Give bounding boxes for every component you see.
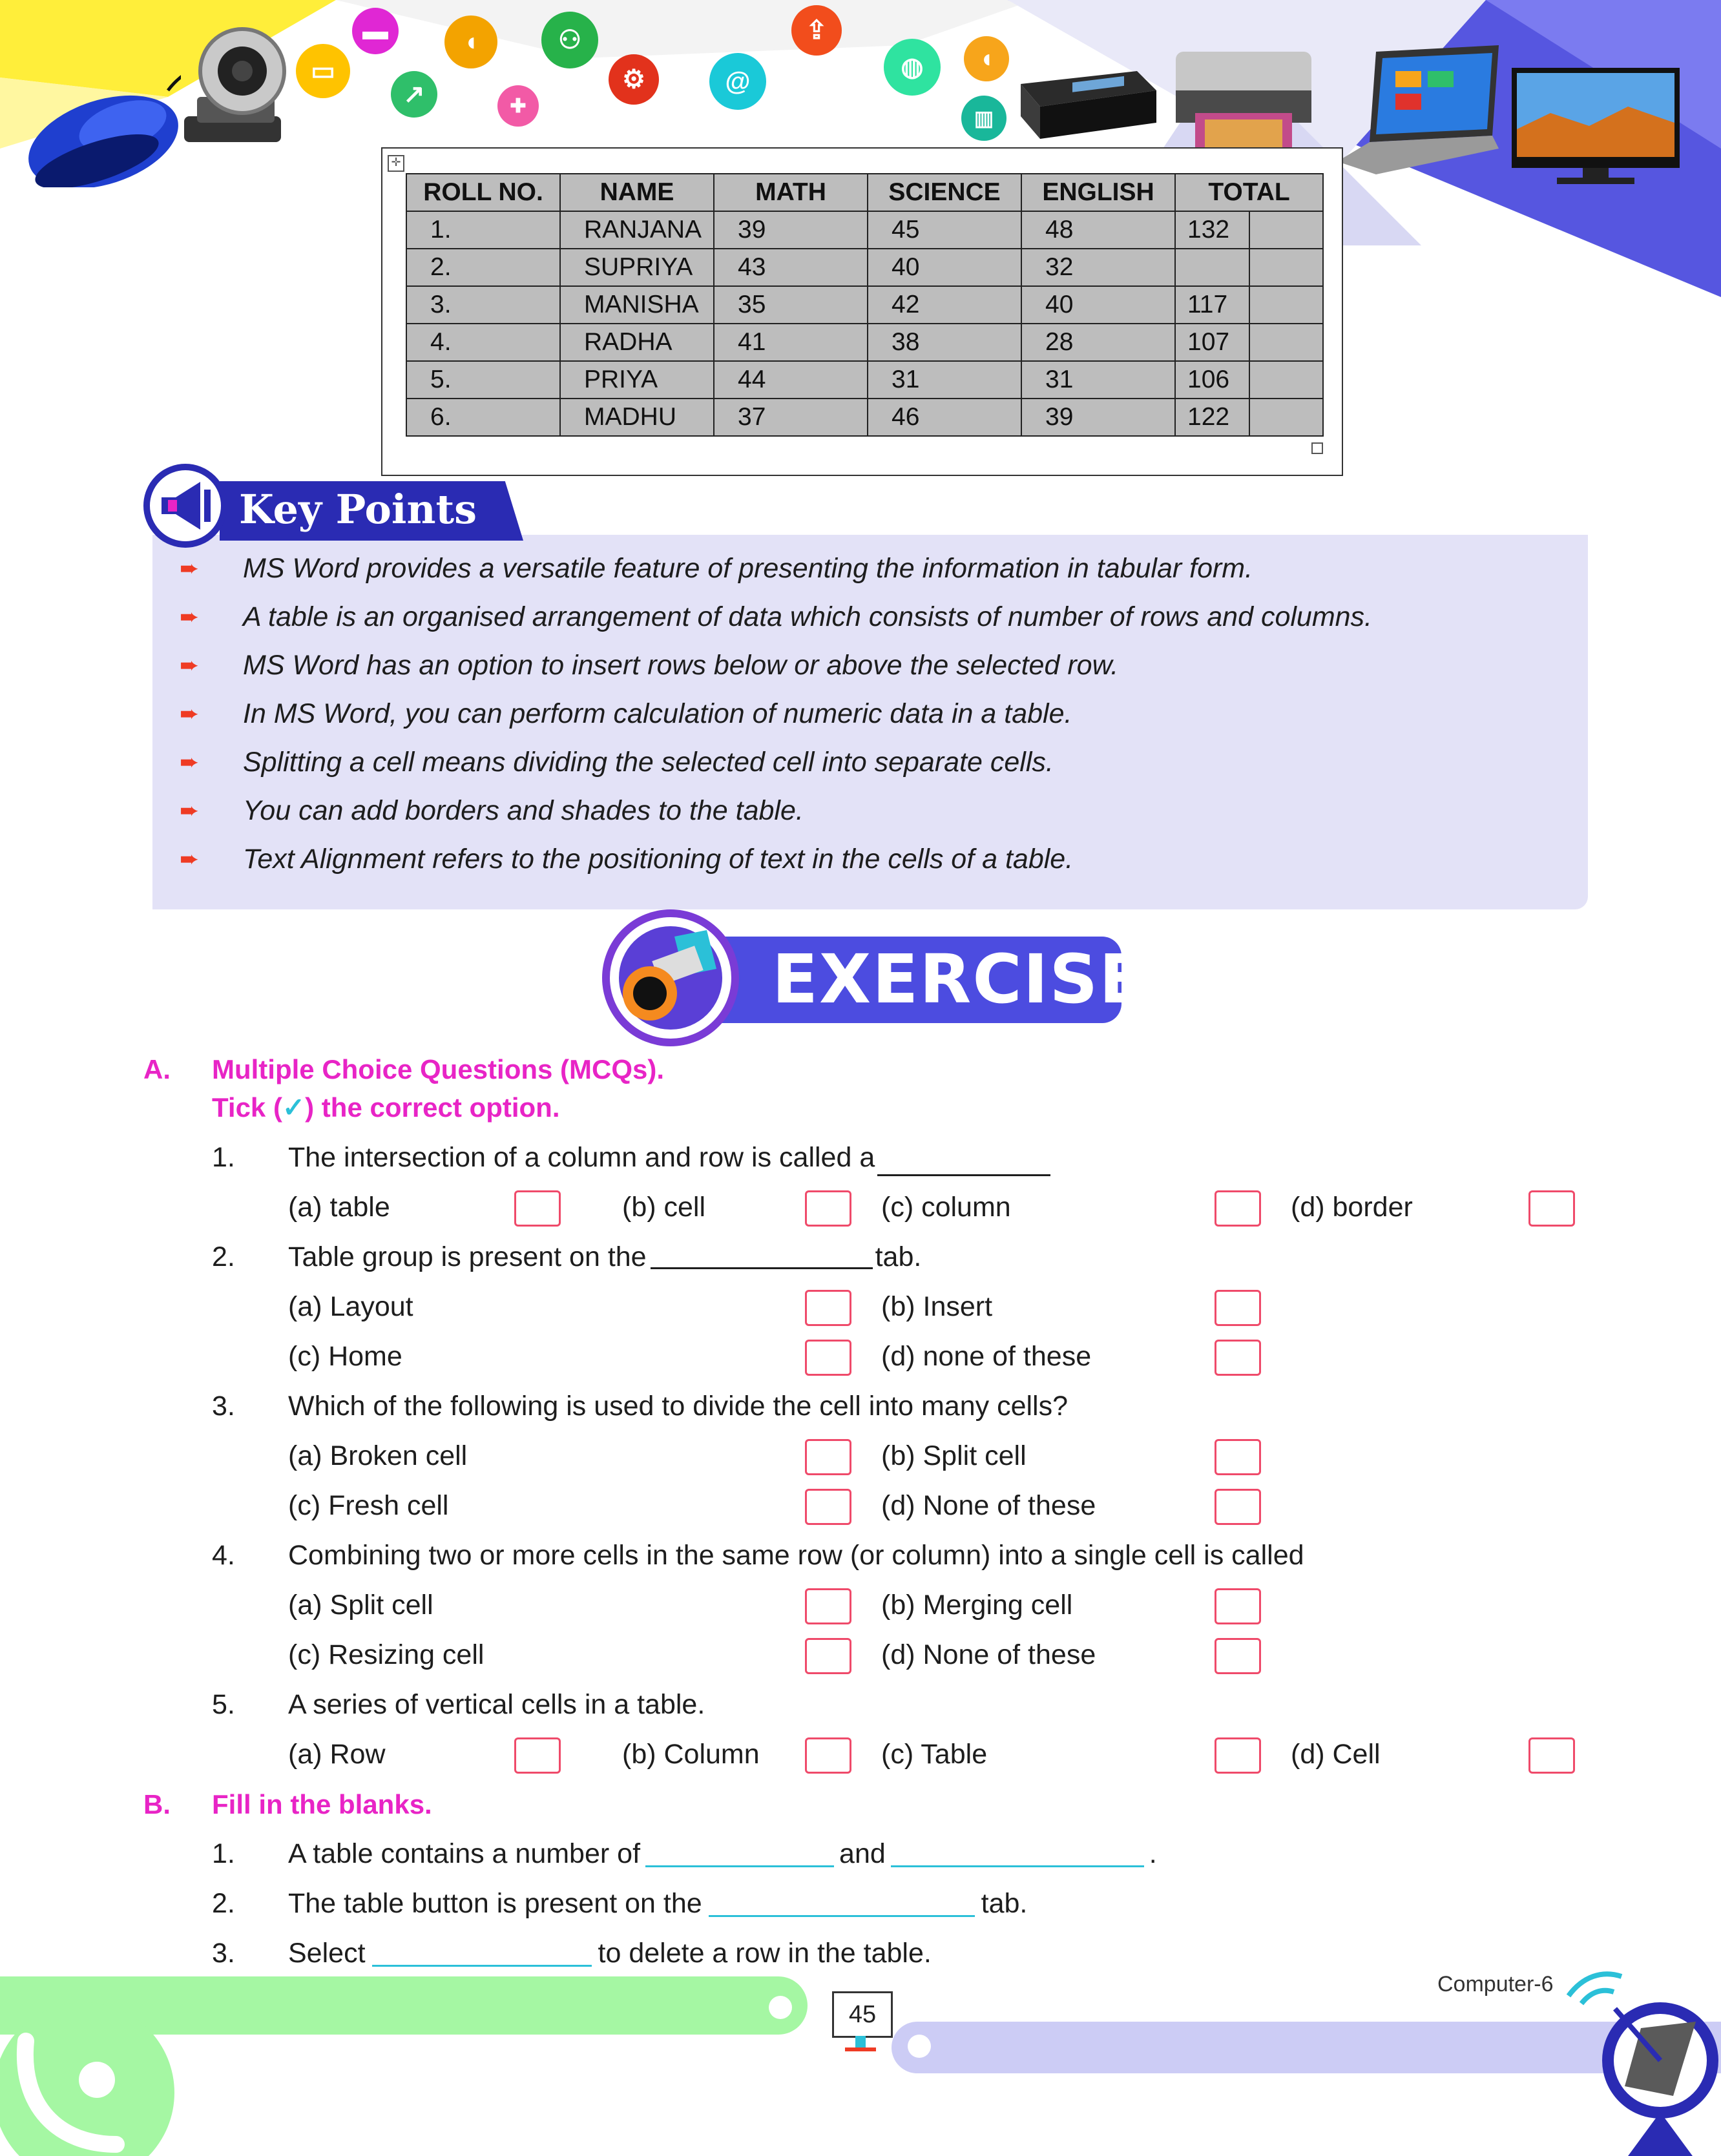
option-checkbox[interactable] xyxy=(805,1190,851,1227)
answer-blank[interactable] xyxy=(877,1148,1050,1176)
option-label: (c) Home xyxy=(288,1341,402,1372)
table-cell[interactable]: 40 xyxy=(868,249,1021,286)
header-total[interactable]: TOTAL xyxy=(1175,174,1323,211)
question-number: 1. xyxy=(212,1838,235,1869)
option-label: (b) Column xyxy=(622,1739,760,1770)
key-point-item: ➨ You can add borders and shades to the table. xyxy=(180,794,804,826)
option-checkbox[interactable] xyxy=(1215,1737,1261,1774)
option-label: (d) border xyxy=(1291,1192,1413,1223)
option-checkbox[interactable] xyxy=(1215,1588,1261,1624)
option-checkbox[interactable] xyxy=(1215,1439,1261,1475)
tick-icon: ✓ xyxy=(282,1092,306,1123)
fill-blank-input[interactable] xyxy=(372,1939,592,1967)
table-header-row xyxy=(406,174,1323,211)
option-label: (b) Split cell xyxy=(881,1440,1027,1471)
option-label: (b) Insert xyxy=(881,1291,993,1322)
footer-dot xyxy=(769,1996,792,2019)
key-point-item: ➨ In MS Word, you can perform calculation of numeric data in a table. xyxy=(180,698,1072,729)
question-number: 4. xyxy=(212,1540,235,1571)
option-checkbox[interactable] xyxy=(1528,1190,1575,1227)
at-sign-icon: @ xyxy=(709,53,766,110)
table-cell[interactable]: 43 xyxy=(714,249,868,286)
table-cell[interactable]: 107 xyxy=(1175,324,1249,361)
table-cell[interactable]: 122 xyxy=(1175,399,1249,436)
option-checkbox[interactable] xyxy=(805,1340,851,1376)
question-number: 1. xyxy=(212,1142,235,1173)
mouse-orange-icon: ◖ xyxy=(964,36,1009,81)
option-label: (d) Cell xyxy=(1291,1739,1381,1770)
table-cell[interactable]: 45 xyxy=(868,211,1021,249)
table-row xyxy=(406,324,1323,361)
table-cell[interactable]: 132 xyxy=(1175,211,1249,249)
option-label: (a) Row xyxy=(288,1739,386,1770)
section-a-title: Multiple Choice Questions (MCQs). xyxy=(212,1054,665,1084)
table-cell[interactable]: 37 xyxy=(714,399,868,436)
section-a-instruction: Tick (✓) the correct option. xyxy=(212,1092,560,1123)
table-cell-empty[interactable] xyxy=(1249,399,1323,436)
option-label: (a) Broken cell xyxy=(288,1440,468,1471)
option-checkbox[interactable] xyxy=(1215,1340,1261,1376)
exercise-title: EXERCISE xyxy=(772,940,1147,1019)
table-cell-empty[interactable] xyxy=(1249,324,1323,361)
key-point-item: ➨ A table is an organised arrangement of data which consists of number of rows and columns. xyxy=(180,601,1373,632)
network-users-icon: ⚇ xyxy=(541,12,598,68)
page-number: 45 xyxy=(832,1991,893,2038)
option-checkbox[interactable] xyxy=(805,1638,851,1674)
table-cell[interactable]: 41 xyxy=(714,324,868,361)
option-checkbox[interactable] xyxy=(1215,1190,1261,1227)
option-checkbox[interactable] xyxy=(805,1489,851,1525)
table-cell[interactable]: 31 xyxy=(1021,361,1175,399)
desktop-monitor-icon xyxy=(1512,68,1686,191)
megaphone-icon xyxy=(143,464,227,548)
gears-icon: ⚙ xyxy=(609,54,659,105)
question-text: The intersection of a column and row is called a xyxy=(288,1142,875,1173)
phone-signal-icon xyxy=(0,1964,194,2156)
table-cell[interactable]: MANISHA xyxy=(560,286,714,324)
option-checkbox[interactable] xyxy=(1215,1290,1261,1326)
table-row xyxy=(406,361,1323,399)
arrow-right-icon: ➨ xyxy=(180,797,200,824)
mouse-small-icon: ◖ xyxy=(444,16,497,68)
arrow-right-icon: ➨ xyxy=(180,749,200,775)
table-row xyxy=(406,286,1323,324)
option-label: (c) column xyxy=(881,1192,1011,1223)
option-checkbox[interactable] xyxy=(514,1737,561,1774)
table-cell[interactable]: 39 xyxy=(1021,399,1175,436)
question-number: 2. xyxy=(212,1888,235,1919)
arrow-right-icon: ➨ xyxy=(180,652,200,678)
question-number: 3. xyxy=(212,1391,235,1422)
option-checkbox[interactable] xyxy=(805,1737,851,1774)
table-cell-empty[interactable] xyxy=(1249,286,1323,324)
arrow-right-icon: ➨ xyxy=(180,555,200,581)
table-cell[interactable]: 42 xyxy=(868,286,1021,324)
page-number-base xyxy=(845,2047,876,2051)
key-point-item: ➨ Text Alignment refers to the positioning of text in the cells of a table. xyxy=(180,843,1074,875)
webcam-icon xyxy=(171,26,294,155)
bar-chart-icon: ▥ xyxy=(961,96,1007,141)
mouse-icon xyxy=(19,52,181,187)
key-point-item: ➨ MS Word provides a versatile feature of presenting the information in tabular form. xyxy=(180,552,1253,584)
question-number: 3. xyxy=(212,1938,235,1969)
header-english[interactable]: ENGLISH xyxy=(1021,174,1175,211)
table-cell[interactable]: 44 xyxy=(714,361,868,399)
option-label: (a) Split cell xyxy=(288,1590,433,1621)
footer-dot xyxy=(908,2035,931,2058)
fill-blank-input[interactable] xyxy=(645,1840,834,1867)
table-cell[interactable]: 1. xyxy=(406,211,560,249)
question-text: A series of vertical cells in a table. xyxy=(288,1689,705,1720)
option-checkbox[interactable] xyxy=(805,1588,851,1624)
section-b-letter: B. xyxy=(143,1789,171,1819)
table-move-handle-icon[interactable]: ✛ xyxy=(388,155,404,172)
table-cell[interactable]: 106 xyxy=(1175,361,1249,399)
table-cell[interactable]: 39 xyxy=(714,211,868,249)
table-cell[interactable]: 35 xyxy=(714,286,868,324)
question-text: Which of the following is used to divide the cell into many cells? xyxy=(288,1391,1069,1422)
key-point-item: ➨ MS Word has an option to insert rows below or above the selected row. xyxy=(180,649,1119,681)
folder-icon: ▬ xyxy=(352,8,399,54)
book-label: Computer-6 xyxy=(1437,1972,1554,1996)
table-cell[interactable]: MADHU xyxy=(560,399,714,436)
option-label: (d) None of these xyxy=(881,1490,1096,1521)
table-cell[interactable]: 38 xyxy=(868,324,1021,361)
table-cell[interactable]: SUPRIYA xyxy=(560,249,714,286)
table-cell[interactable]: RADHA xyxy=(560,324,714,361)
table-cell[interactable]: 4. xyxy=(406,324,560,361)
table-cell-empty[interactable] xyxy=(1249,211,1323,249)
table-cell-empty[interactable] xyxy=(1249,249,1323,286)
upload-icon: ⇪ xyxy=(791,5,842,56)
option-checkbox[interactable] xyxy=(1215,1489,1261,1525)
table-cell[interactable]: 32 xyxy=(1021,249,1175,286)
gamepad-icon: ✚ xyxy=(497,85,539,127)
option-checkbox[interactable] xyxy=(805,1290,851,1326)
option-label: (d) None of these xyxy=(881,1639,1096,1670)
option-label: (c) Resizing cell xyxy=(288,1639,485,1670)
question-text: Combining two or more cells in the same row (or column) into a single cell is called xyxy=(288,1540,1304,1571)
option-checkbox[interactable] xyxy=(1528,1737,1575,1774)
option-label: (c) Table xyxy=(881,1739,988,1770)
section-b-title: Fill in the blanks. xyxy=(212,1789,432,1819)
answer-blank[interactable] xyxy=(651,1241,873,1269)
fill-question-text: Select to delete a row in the table. xyxy=(288,1938,932,1969)
table-cell[interactable]: 2. xyxy=(406,249,560,286)
table-resize-handle-icon[interactable] xyxy=(1311,442,1323,454)
person-at-laptop-icon xyxy=(602,909,739,1046)
option-checkbox[interactable] xyxy=(805,1439,851,1475)
marks-table xyxy=(406,173,1324,437)
table-cell[interactable] xyxy=(1175,249,1249,286)
option-checkbox[interactable] xyxy=(514,1190,561,1227)
header-name[interactable]: NAME xyxy=(560,174,714,211)
laptop-icon xyxy=(1337,45,1505,187)
table-cell[interactable]: 46 xyxy=(868,399,1021,436)
header-science[interactable]: SCIENCE xyxy=(868,174,1021,211)
table-cell[interactable]: 40 xyxy=(1021,286,1175,324)
table-cell[interactable]: PRIYA xyxy=(560,361,714,399)
arrow-right-icon: ➨ xyxy=(180,700,200,727)
table-row xyxy=(406,249,1323,286)
chart-icon: ↗ xyxy=(391,71,437,118)
table-cell-empty[interactable] xyxy=(1249,361,1323,399)
table-cell[interactable]: 6. xyxy=(406,399,560,436)
option-checkbox[interactable] xyxy=(1215,1638,1261,1674)
table-cell[interactable]: RANJANA xyxy=(560,211,714,249)
table-cell[interactable]: 117 xyxy=(1175,286,1249,324)
key-points-title: Key Points xyxy=(239,486,477,533)
arrow-right-icon: ➨ xyxy=(180,845,200,872)
table-row xyxy=(406,399,1323,436)
question-number: 5. xyxy=(212,1689,235,1720)
table-cell[interactable]: 28 xyxy=(1021,324,1175,361)
page-number-stand xyxy=(855,2036,866,2049)
fill-question-text: The table button is present on the tab. xyxy=(288,1888,1028,1919)
section-a-letter: A. xyxy=(143,1054,171,1084)
monitor-icon: ▭ xyxy=(296,44,350,98)
key-point-item: ➨ Splitting a cell means dividing the selected cell into separate cells. xyxy=(180,746,1054,778)
fill-blank-input[interactable] xyxy=(891,1840,1144,1867)
question-number: 2. xyxy=(212,1241,235,1272)
arrow-right-icon: ➨ xyxy=(180,603,200,630)
scanner-icon xyxy=(1008,65,1163,142)
table-cell[interactable]: 31 xyxy=(868,361,1021,399)
option-label: (d) none of these xyxy=(881,1341,1092,1372)
option-label: (b) Merging cell xyxy=(881,1590,1073,1621)
table-row xyxy=(406,211,1323,249)
option-label: (c) Fresh cell xyxy=(288,1490,449,1521)
question-text: Table group is present on the tab. xyxy=(288,1241,922,1272)
satellite-dish-icon xyxy=(1563,1957,1721,2156)
globe-icon: ◍ xyxy=(884,39,941,96)
table-cell[interactable]: 3. xyxy=(406,286,560,324)
header-roll-no[interactable]: ROLL NO. xyxy=(406,174,560,211)
option-label: (b) cell xyxy=(622,1192,706,1223)
option-label: (a) Layout xyxy=(288,1291,413,1322)
table-cell[interactable]: 5. xyxy=(406,361,560,399)
option-label: (a) table xyxy=(288,1192,390,1223)
fill-question-text: A table contains a number of and . xyxy=(288,1838,1157,1869)
header-math[interactable]: MATH xyxy=(714,174,868,211)
fill-blank-input[interactable] xyxy=(709,1889,975,1917)
table-cell[interactable]: 48 xyxy=(1021,211,1175,249)
